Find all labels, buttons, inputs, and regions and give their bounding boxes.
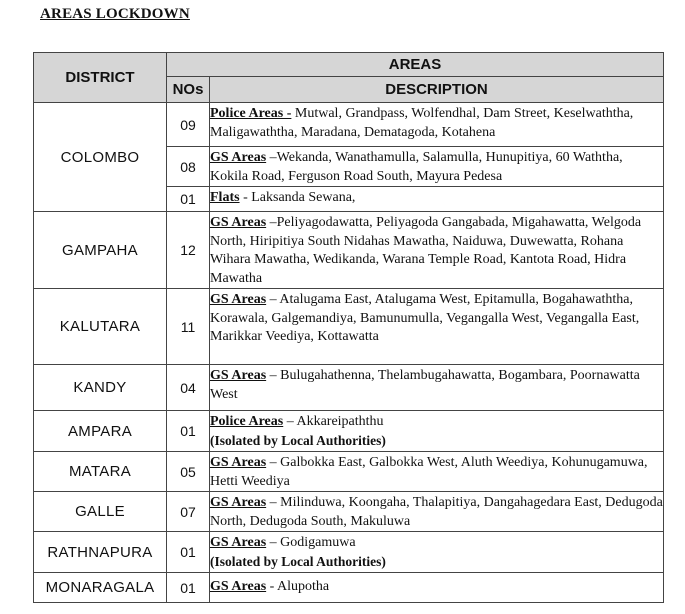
district-header: DISTRICT	[34, 53, 167, 103]
table-row	[34, 103, 664, 147]
table-row	[34, 365, 664, 411]
area-type-label: GS Areas	[210, 495, 267, 510]
table-row	[34, 212, 664, 289]
nos-cell: 04	[167, 365, 210, 411]
area-type-label: Flats	[210, 190, 240, 205]
area-type-label: GS Areas	[210, 368, 267, 383]
description-cell	[210, 103, 664, 147]
nos-header: NOs	[167, 77, 210, 103]
area-list: – Bulugahathenna, Thelambugahawatta, Bogambara, Poornawatta West	[210, 368, 640, 402]
table-row	[34, 573, 664, 603]
table-row	[34, 452, 664, 492]
area-type-label: GS Areas	[210, 150, 267, 165]
table-row	[34, 411, 664, 452]
district-cell: MONARAGALA	[34, 573, 167, 603]
description-cell	[210, 365, 664, 411]
nos-cell: 07	[167, 492, 210, 532]
area-type-label: GS Areas	[210, 455, 267, 470]
description-cell	[210, 212, 664, 289]
area-list: – Milinduwa, Koongaha, Thalapitiya, Dangahagedara East, Dedugoda North, Dedugoda South, Makuluwa	[210, 495, 663, 529]
area-list: – Godigamuwa	[266, 535, 356, 550]
area-list: - Alupotha	[266, 579, 330, 595]
area-list: – Galbokka East, Galbokka West, Aluth Weediya, Kohunugamuwa, Hetti Weediya	[210, 455, 648, 489]
nos-cell: 01	[167, 187, 210, 212]
nos-cell: 12	[167, 212, 210, 289]
nos-cell: 01	[167, 532, 210, 573]
description-cell	[210, 492, 664, 532]
description-cell	[210, 147, 664, 187]
description-cell	[210, 573, 664, 603]
lockdown-table	[33, 52, 664, 603]
description-cell	[210, 532, 664, 573]
description-cell	[210, 187, 664, 212]
nos-cell: 01	[167, 411, 210, 452]
isolation-note: (Isolated by Local Authorities)	[210, 553, 386, 569]
area-list: Mutwal, Grandpass, Wolfendhal, Dam Street, Keselwaththa, Maligawaththa, Maradana, Dematagoda, Kotahena	[210, 106, 634, 140]
area-type-label: GS Areas	[210, 579, 267, 595]
page-title: AREAS LOCKDOWN	[40, 6, 190, 22]
area-list: – Atalugama East, Atalugama West, Epitamulla, Bogahawaththa, Korawala, Galgemandiya, Bamunumulla, Vegangalla West, Vegangalla East, Marikkar Veediya, Kottawatta	[210, 292, 640, 344]
district-cell: RATHNAPURA	[34, 532, 167, 573]
area-list: - Laksanda Sewana,	[239, 190, 356, 205]
description-header: DESCRIPTION	[210, 77, 664, 103]
area-list: – Akkareipaththu	[283, 414, 384, 429]
district-cell: KANDY	[34, 365, 167, 411]
district-cell: AMPARA	[34, 411, 167, 452]
areas-header: AREAS	[167, 53, 664, 77]
area-type-label: GS Areas	[210, 215, 267, 230]
area-list: –Peliyagodawatta, Peliyagoda Gangabada, Migahawatta, Welgoda North, Hiripitiya South Nidahas Mawatha, Naiduwa, Duwewatta, Rohana Wihara Mawatha, Wedikanda, Warana Temple Road, Kantota Road, Hidra Mawatha	[210, 215, 642, 286]
isolation-note: (Isolated by Local Authorities)	[210, 432, 386, 448]
nos-cell: 05	[167, 452, 210, 492]
nos-cell: 09	[167, 103, 210, 147]
table-row	[34, 532, 664, 573]
area-type-label: GS Areas	[210, 292, 267, 307]
description-cell	[210, 411, 664, 452]
district-cell: GALLE	[34, 492, 167, 532]
district-cell: GAMPAHA	[34, 212, 167, 289]
table-row	[34, 289, 664, 365]
area-type-label: Police Areas	[210, 414, 284, 429]
table-row	[34, 492, 664, 532]
area-list: –Wekanda, Wanathamulla, Salamulla, Hunupitiya, 60 Waththa, Kokila Road, Ferguson Road South, Mayura Pedesa	[210, 150, 623, 184]
nos-cell: 01	[167, 573, 210, 603]
district-cell: KALUTARA	[34, 289, 167, 365]
description-cell	[210, 452, 664, 492]
district-cell: COLOMBO	[34, 103, 167, 212]
area-type-label: Police Areas -	[210, 106, 292, 121]
nos-cell: 11	[167, 289, 210, 365]
description-cell	[210, 289, 664, 365]
nos-cell: 08	[167, 147, 210, 187]
area-type-label: GS Areas	[210, 535, 267, 550]
district-cell: MATARA	[34, 452, 167, 492]
